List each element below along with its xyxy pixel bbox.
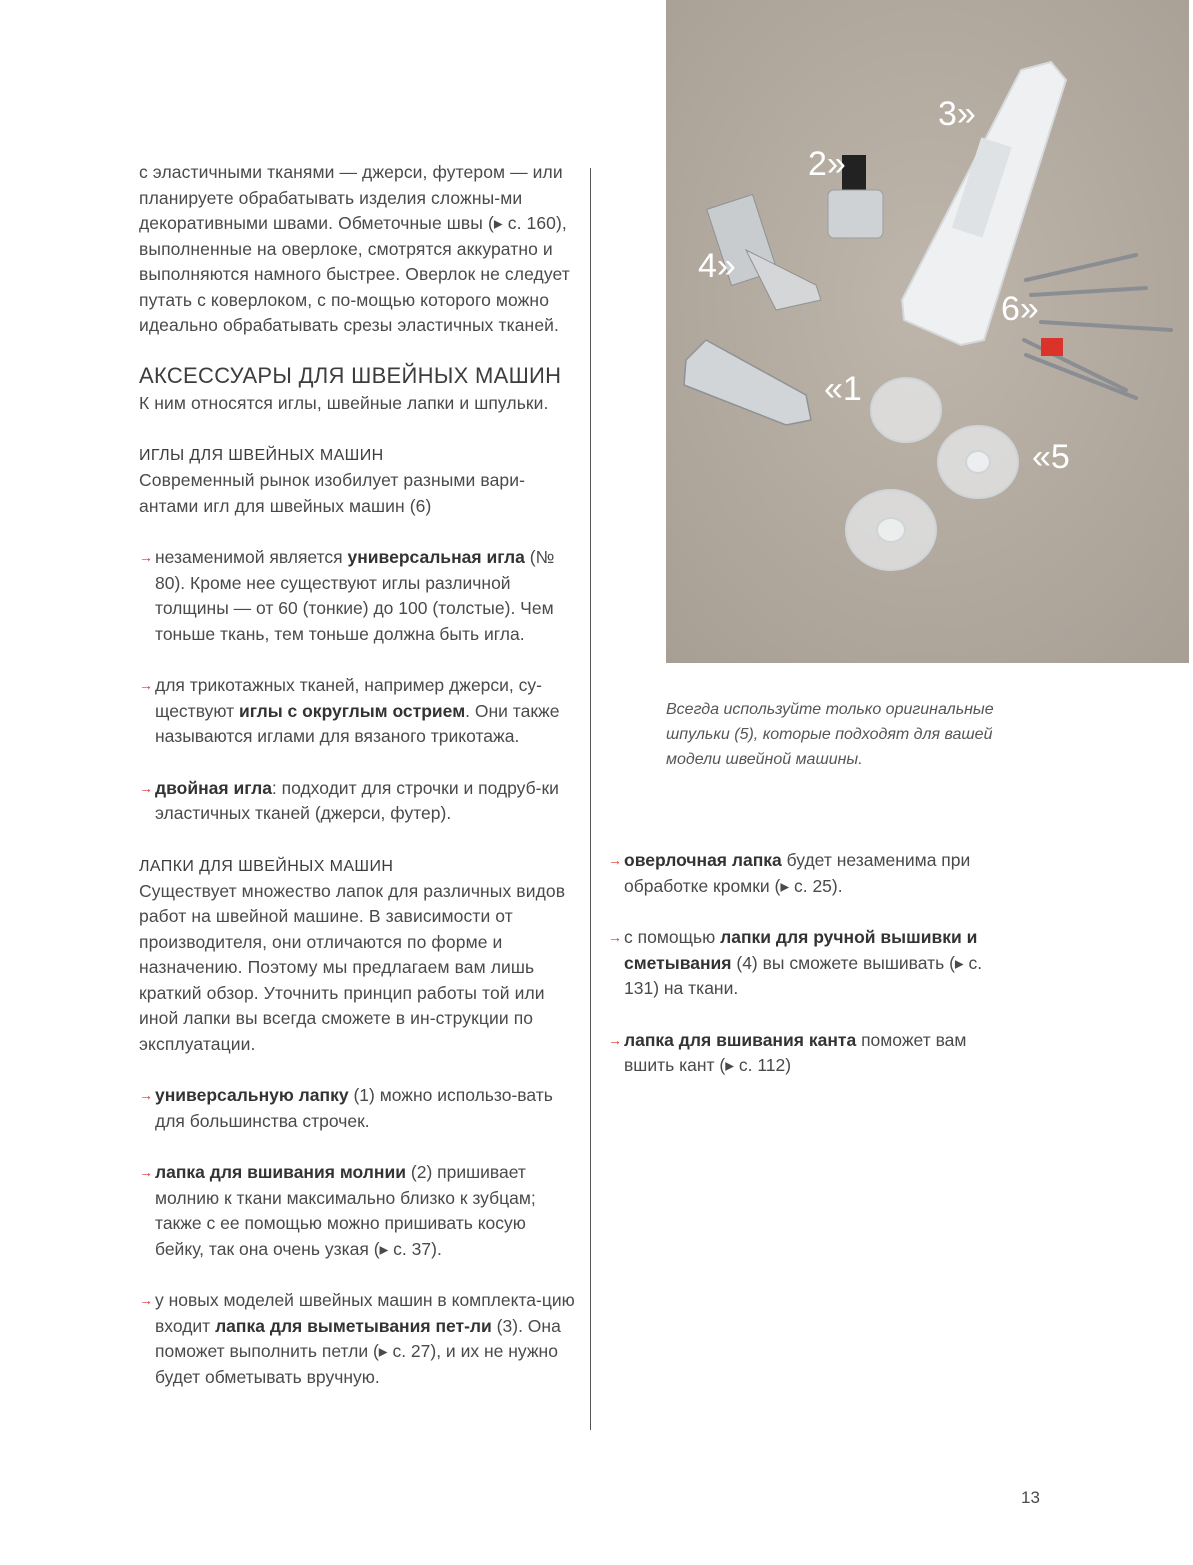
photo-caption: Всегда используйте только оригинальные шпульки (5), которые подходят для вашей модели швейной машины. xyxy=(666,701,994,768)
feet-heading: ЛАПКИ ДЛЯ ШВЕЙНЫХ МАШИН xyxy=(139,857,394,875)
right-column xyxy=(608,848,1008,1079)
arrow-icon: → xyxy=(608,929,622,945)
arrow-icon: → xyxy=(139,1292,153,1308)
column-divider xyxy=(590,168,591,1430)
arrow-icon: → xyxy=(608,1031,622,1048)
page-number: 13 xyxy=(1021,1488,1040,1507)
arrow-icon: → xyxy=(139,677,153,693)
list-item: → лапка для вшивания канта поможет вам вшить кант (▸ с. 112) xyxy=(608,1029,967,1075)
photo-label-5: «5 xyxy=(1032,438,1070,476)
photo-label-3: 3» xyxy=(938,95,976,133)
list-item: → оверлочная лапка будет незаменима при обработке кромки (▸ с. 25). xyxy=(608,850,971,896)
accessories-photo xyxy=(666,0,1189,663)
arrow-icon: → xyxy=(139,1087,153,1103)
arrow-icon: → xyxy=(139,779,153,796)
list-item: → незаменимой является универсальная игла (№ 80). Кроме нее существуют иглы различной толщины — от 60 (тонкие) до 100 (толстые). Чем тоньше ткань, тем тоньше должна быть игла. xyxy=(139,547,555,644)
photo-label-6: 6» xyxy=(1001,290,1039,328)
needles-heading: ИГЛЫ ДЛЯ ШВЕЙНЫХ МАШИН xyxy=(139,447,384,464)
section-title: АКСЕССУАРЫ ДЛЯ ШВЕЙНЫХ МАШИН xyxy=(139,362,562,388)
arrow-icon: → xyxy=(139,549,153,565)
feet-text: Существует множество лапок для различных видов работ на швейной машине. В зависимости от производителя, они отличаются по форме и назначению. Поэтому мы предлагаем вам лишь краткий обзор. Уточнить принцип работы той или иной лапки вы всегда сможете в ин-струкции по эксплуатации. xyxy=(139,880,566,1054)
intro-paragraph: с эластичными тканями — джерси, футером — или планируете обрабатывать изделия сложны-ми декоративными швами. Обметочные швы (▸ с. 160), выполненные на оверлоке, смотрятся аккуратно и выполняются намного быстрее. Оверлок не следует путать с коверлоком, с по-мощью которого можно идеально обрабатывать срезы эластичных тканей. xyxy=(139,162,570,335)
list-item: → для трикотажных тканей, например джерси, су-ществуют иглы с округлым острием. Они также называются иглами для вязаного трикотажа. xyxy=(139,675,560,746)
arrow-icon: → xyxy=(608,852,622,868)
list-item: → с помощью лапки для ручной вышивки и сметывания (4) вы сможете вышивать (▸ с. 131) на ткани. xyxy=(608,927,983,998)
photo-label-4: 4» xyxy=(698,247,736,285)
photo-label-2: 2» xyxy=(808,145,846,183)
left-column xyxy=(139,160,579,1390)
list-item: → универсальную лапку (1) можно использо-вать для большинства строчек. xyxy=(139,1085,553,1131)
list-item: → у новых моделей швейных машин в комплекта-цию входит лапка для выметывания пет-ли (3). Она поможет выполнить петли (▸ с. 27), и их не нужно будет обметывать вручную. xyxy=(139,1290,575,1387)
section-intro: К ним относятся иглы, швейные лапки и шпульки. xyxy=(139,392,549,413)
list-item: → лапка для вшивания молнии (2) пришивает молнию к ткани максимально близко к зубцам; также с ее помощью можно пришивать косую бейку, так она очень узкая (▸ с. 37). xyxy=(139,1162,536,1259)
needles-text: Современный рынок изобилует разными вари-антами игл для швейных машин (6) xyxy=(139,470,526,516)
photo-label-1: «1 xyxy=(824,370,862,408)
arrow-icon: → xyxy=(139,1164,153,1180)
list-item: → двойная игла: подходит для строчки и подруб-ки эластичных тканей (джерси, футер). xyxy=(139,777,559,823)
